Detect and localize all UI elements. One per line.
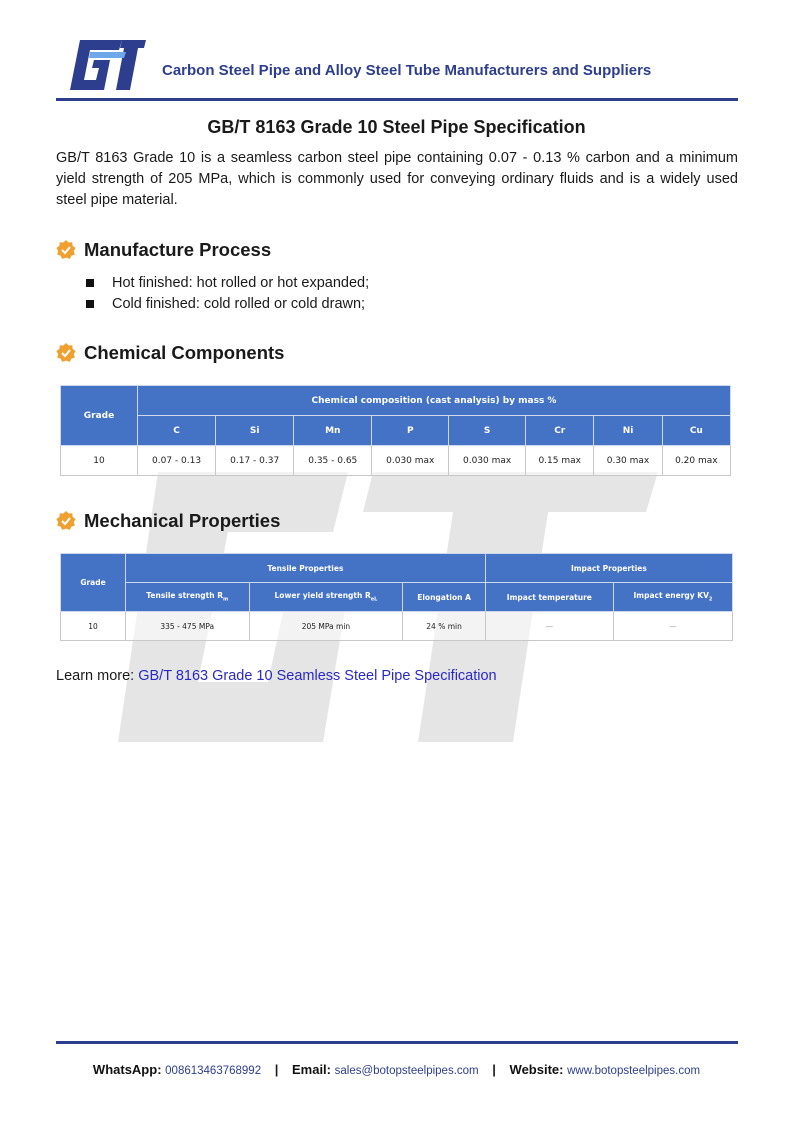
- manufacture-list: [86, 272, 369, 314]
- column-header-tensile-strength: Tensile strength $R_m$: [126, 583, 250, 612]
- column-header-impact-temperature: Impact temperature: [485, 583, 613, 612]
- column-header-cu: Cu: [662, 416, 730, 446]
- table-cell: 0.30 max: [594, 446, 662, 476]
- list-item: [86, 293, 369, 314]
- whatsapp-label: WhatsApp:: [92, 1062, 162, 1077]
- column-header-s: S: [449, 416, 526, 446]
- column-header-si: Si: [216, 416, 294, 446]
- mechanical-table: [60, 553, 733, 641]
- column-group-impact: Impact Properties: [485, 554, 732, 583]
- table-cell: 205 MPa min: [249, 612, 403, 641]
- table-cell: 10: [61, 612, 126, 641]
- table-cell: —: [613, 612, 732, 641]
- column-header-grade: Grade: [61, 386, 138, 446]
- whatsapp-number[interactable]: 008613463768992: [165, 1065, 262, 1077]
- table-cell: 0.17 - 0.37: [216, 446, 294, 476]
- table-row: [61, 446, 731, 476]
- column-group-tensile: Tensile Properties: [126, 554, 486, 583]
- header-divider: [56, 98, 738, 101]
- intro-paragraph: GB/T 8163 Grade 10 is a seamless carbon steel pipe containing 0.07 - 0.13 % carbon and a minimum yield strength of 205 MPa, which is commonly used for conveying ordinary fluids and is a widely used steel pipe material.: [56, 150, 738, 208]
- table-cell: 0.20 max: [662, 446, 730, 476]
- table-cell: 0.030 max: [449, 446, 526, 476]
- table-cell: 0.35 - 0.65: [294, 446, 372, 476]
- table-row: [61, 612, 733, 641]
- chemical-table: [60, 385, 731, 476]
- company-logo-icon: [66, 40, 146, 90]
- footer-separator: |: [274, 1062, 279, 1077]
- section-title: Chemical Components: [84, 342, 285, 363]
- check-badge-icon: [56, 343, 76, 363]
- column-group-chemical: Chemical composition (cast analysis) by mass %: [138, 386, 731, 416]
- section-chemical: [56, 342, 284, 364]
- column-header-p: P: [372, 416, 449, 446]
- header-title: Carbon Steel Pipe and Alloy Steel Tube Manufacturers and Suppliers: [162, 62, 652, 79]
- footer-separator: |: [492, 1062, 496, 1077]
- table-cell: 24 % min: [403, 612, 485, 641]
- column-header-impact-energy: Impact energy $KV_2$: [613, 583, 732, 612]
- list-item-text: Cold finished: cold rolled or cold drawn;: [112, 295, 366, 312]
- table-cell: 0.07 - 0.13: [138, 446, 216, 476]
- table-cell: 335 - 475 MPa: [126, 612, 250, 641]
- learn-more-prefix: Learn more:: [56, 668, 139, 684]
- column-header-ni: Ni: [594, 416, 662, 446]
- website-link[interactable]: www.botopsteelpipes.com: [567, 1065, 701, 1077]
- section-mechanical: [56, 510, 280, 532]
- table-cell: 0.15 max: [526, 446, 594, 476]
- footer-divider: [56, 1041, 738, 1044]
- learn-more-link[interactable]: GB/T 8163 Grade 10 Seamless Steel Pipe Specification: [138, 668, 497, 684]
- column-header-elongation: Elongation A: [403, 583, 485, 612]
- check-badge-icon: [56, 240, 76, 260]
- email-link[interactable]: sales@botopsteelpipes.com: [334, 1065, 479, 1077]
- column-header-yield-strength: Lower yield strength $R_{eL}$: [249, 583, 403, 612]
- email-label: Email:: [291, 1062, 331, 1077]
- square-bullet-icon: [86, 279, 94, 287]
- table-cell: 10: [61, 446, 138, 476]
- footer-contact: [0, 1062, 793, 1077]
- square-bullet-icon: [86, 300, 94, 308]
- website-label: Website:: [509, 1062, 564, 1077]
- column-header-c: C: [138, 416, 216, 446]
- column-header-cr: Cr: [526, 416, 594, 446]
- column-header-grade: Grade: [61, 554, 126, 612]
- list-item-text: Hot finished: hot rolled or hot expanded;: [112, 274, 370, 291]
- learn-more: [56, 668, 497, 684]
- page-title: GB/T 8163 Grade 10 Steel Pipe Specification: [207, 117, 586, 137]
- section-manufacture: [56, 239, 271, 261]
- table-cell: 0.030 max: [372, 446, 449, 476]
- table-cell: —: [485, 612, 613, 641]
- section-title: Manufacture Process: [84, 239, 272, 260]
- section-title: Mechanical Properties: [84, 510, 281, 531]
- list-item: [86, 272, 369, 293]
- check-badge-icon: [56, 511, 76, 531]
- column-header-mn: Mn: [294, 416, 372, 446]
